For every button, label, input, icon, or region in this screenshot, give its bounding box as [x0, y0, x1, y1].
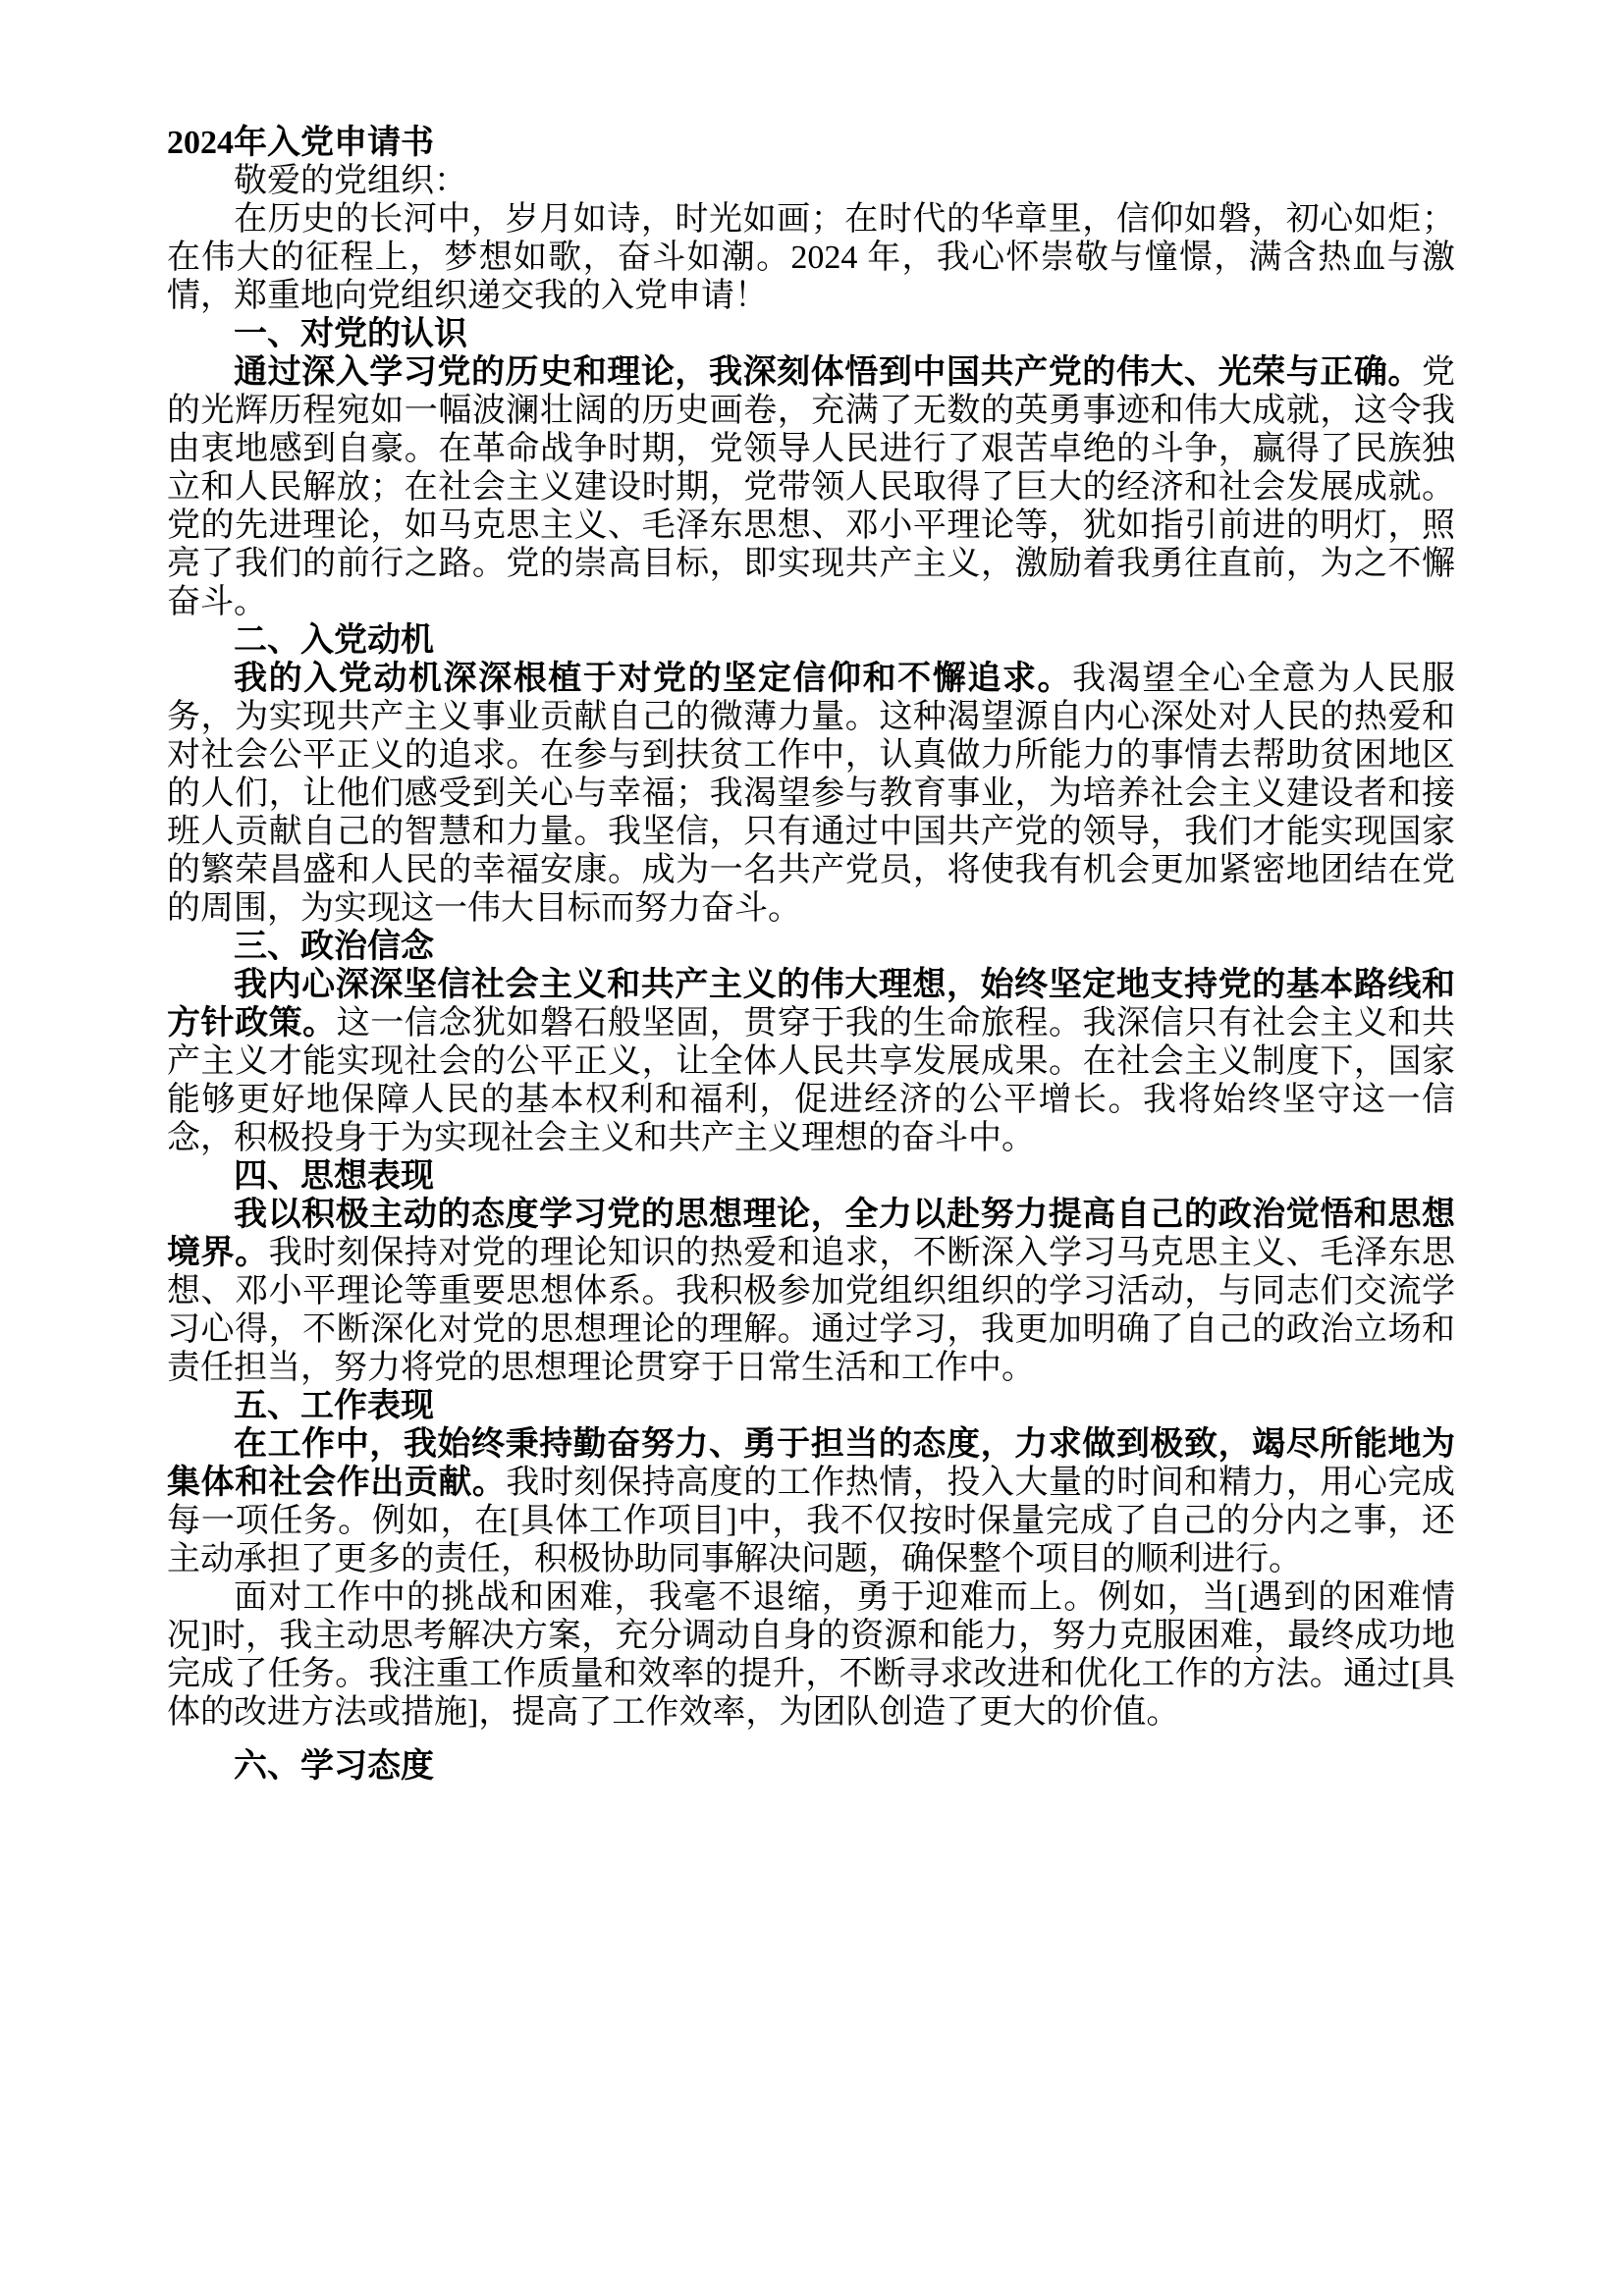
section-2-paragraph	[167, 660, 1455, 928]
bold-lead-sentence: 我以积极主动的态度学习党的思想理论，全力以赴努力提高自己的政治觉悟和思想境界。	[167, 1196, 1455, 1271]
paragraph-body: 党的光辉历程宛如一幅波澜壮阔的历史画卷，充满了无数的英勇事迹和伟大成就，这令我由衷地感到自豪。在革命战争时期，党领导人民进行了艰苦卓绝的斗争，赢得了民族独立和人民解放；在社会主义建设时期，党带领人民取得了巨大的经济和社会发展成就。党的先进理论，如马克思主义、毛泽东思想、邓小平理论等，犹如指引前进的明灯，照亮了我们的前行之路。党的崇高目标，即实现共产主义，激励着我勇往直前，为之不懈奋斗。	[167, 354, 1455, 620]
section-heading-4: 四、思想表现	[234, 1157, 434, 1195]
paragraph-body: 我渴望全心全意为人民服务，为实现共产主义事业贡献自己的微薄力量。这种渴望源自内心深处对人民的热爱和对社会公平正义的追求。在参与到扶贫工作中，认真做力所能力的事情去帮助贫困地区的人们，让他们感受到关心与幸福；我渴望参与教育事业，为培养社会主义建设者和接班人贡献自己的智慧和力量。我坚信，只有通过中国共产党的领导，我们才能实现国家的繁荣昌盛和人民的幸福安康。成为一名共产党员，将使我有机会更加紧密地团结在党的周围，为实现这一伟大目标而努力奋斗。	[167, 661, 1456, 927]
bold-lead-sentence: 在工作中，我始终秉持勤奋努力、勇于担当的态度，力求做到极致，竭尽所能地为集体和社会作出贡献。	[167, 1425, 1455, 1501]
section-3-paragraph	[167, 966, 1455, 1157]
bold-lead-sentence: 通过深入学习党的历史和理论，我深刻体悟到中国共产党的伟大、光荣与正确。	[234, 353, 1422, 391]
section-heading-6: 六、学习态度	[234, 1747, 434, 1785]
paragraph-body: 我时刻保持对党的理论知识的热爱和追求，不断深入学习马克思主义、毛泽东思想、邓小平理论等重要思想体系。我积极参加党组织组织的学习活动，与同志们交流学习心得，不断深化对党的思想理论的理解。通过学习，我更加明确了自己的政治立场和责任担当，努力将党的思想理论贯穿于日常生活和工作中。	[167, 1235, 1456, 1386]
paragraph-body: 这一信念犹如磐石般坚固，贯穿于我的生命旅程。我深信只有社会主义和共产主义才能实现社会的公平正义，让全体人民共享发展成果。在社会主义制度下，国家能够更好地保障人民的基本权利和福利，促进经济的公平增长。我将始终坚守这一信念，积极投身于为实现社会主义和共产主义理想的奋斗中。	[167, 1005, 1455, 1156]
salutation: 敬爱的党组织：	[234, 163, 467, 199]
intro-paragraph: 在历史的长河中，岁月如诗，时光如画；在时代的华章里，信仰如磐，初心如炬；在伟大的征程上，梦想如歌，奋斗如潮。2024 年，我心怀崇敬与憧憬，满含热血与激情，郑重地向党组织递交我的入党申请！	[167, 201, 1455, 314]
document-title: 2024年入党申请书	[167, 125, 434, 161]
section-1-paragraph	[167, 353, 1455, 621]
section-heading-1: 一、对党的认识	[234, 315, 467, 352]
bold-lead-sentence: 我内心深深坚信社会主义和共产主义的伟大理想，始终坚定地支持党的基本路线和方针政策。	[167, 966, 1455, 1041]
section-heading-2: 二、入党动机	[234, 621, 434, 659]
paragraph-body: 我时刻保持高度的工作热情，投入大量的时间和精力，用心完成每一项任务。例如，在[具体工作项目]中，我不仅按时保量完成了自己的分内之事，还主动承担了更多的责任，积极协助同事解决问题，确保整个项目的顺利进行。	[167, 1465, 1455, 1577]
section-5-paragraph-1	[167, 1425, 1455, 1578]
section-heading-5: 五、工作表现	[234, 1387, 434, 1424]
section-5-paragraph-2	[167, 1578, 1455, 1732]
section-4-paragraph	[167, 1196, 1455, 1387]
bold-lead-sentence: 我的入党动机深深根植于对党的坚定信仰和不懈追求。	[234, 660, 1073, 697]
section-heading-3: 三、政治信念	[234, 928, 434, 965]
paragraph-body: 面对工作中的挑战和困难，我毫不退缩，勇于迎难而上。例如，当[遇到的困难情况]时，我主动思考解决方案，充分调动自身的资源和能力，努力克服困难，最终成功地完成了任务。我注重工作质量和效率的提升，不断寻求改进和优化工作的方法。通过[具体的改进方法或措施]，提高了工作效率，为团队创造了更大的价值。	[167, 1579, 1455, 1731]
